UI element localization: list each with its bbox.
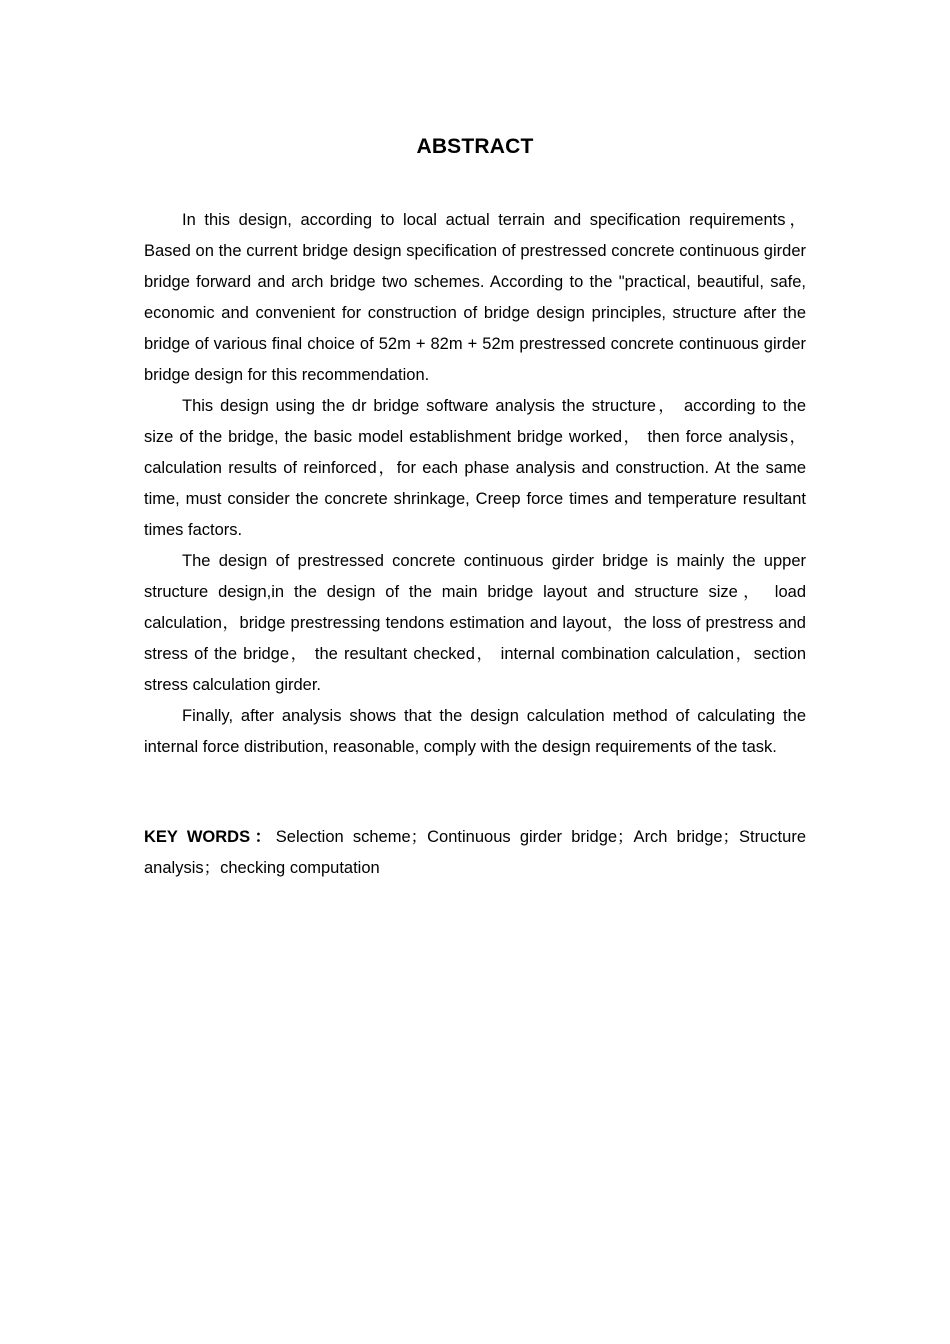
keywords-line	[144, 822, 806, 884]
abstract-paragraph-2: This design using the dr bridge software analysis the structure， according to the size of the bridge, the basic model establishment bridge worked， then force analysis，calculation results of reinforced，for each phase analysis and construction. At the same time, must consider the concrete shrinkage, Creep force times and temperature resultant times factors.	[144, 397, 806, 539]
abstract-paragraph-1: In this design, according to local actual terrain and specification requirements， Based on the current bridge design specification of prestressed concrete continuous girder bridge forward and arch bridge two schemes. According to the "practical, beautiful, safe, economic and convenient for construction of bridge design principles, structure after the bridge of various final choice of 52m + 82m + 52m prestressed concrete continuous girder bridge design for this recommendation.	[144, 211, 806, 384]
abstract-body	[144, 205, 806, 763]
abstract-title: ABSTRACT	[416, 135, 534, 158]
keywords-text: Selection scheme；Continuous girder bridge；Arch bridge；Structure analysis；checking computation	[144, 828, 806, 877]
abstract-paragraph-4: Finally, after analysis shows that the design calculation method of calculating the internal force distribution, reasonable, comply with the design requirements of the task.	[144, 707, 806, 756]
keywords-label: KEY WORDS：	[144, 828, 276, 846]
abstract-paragraph-3: The design of prestressed concrete continuous girder bridge is mainly the upper structure design,in the design of the main bridge layout and structure size， load calculation，bridge prestressing tendons estimation and layout，the loss of prestress and stress of the bridge， the resultant checked， internal combination calculation，section stress calculation girder.	[144, 552, 806, 694]
